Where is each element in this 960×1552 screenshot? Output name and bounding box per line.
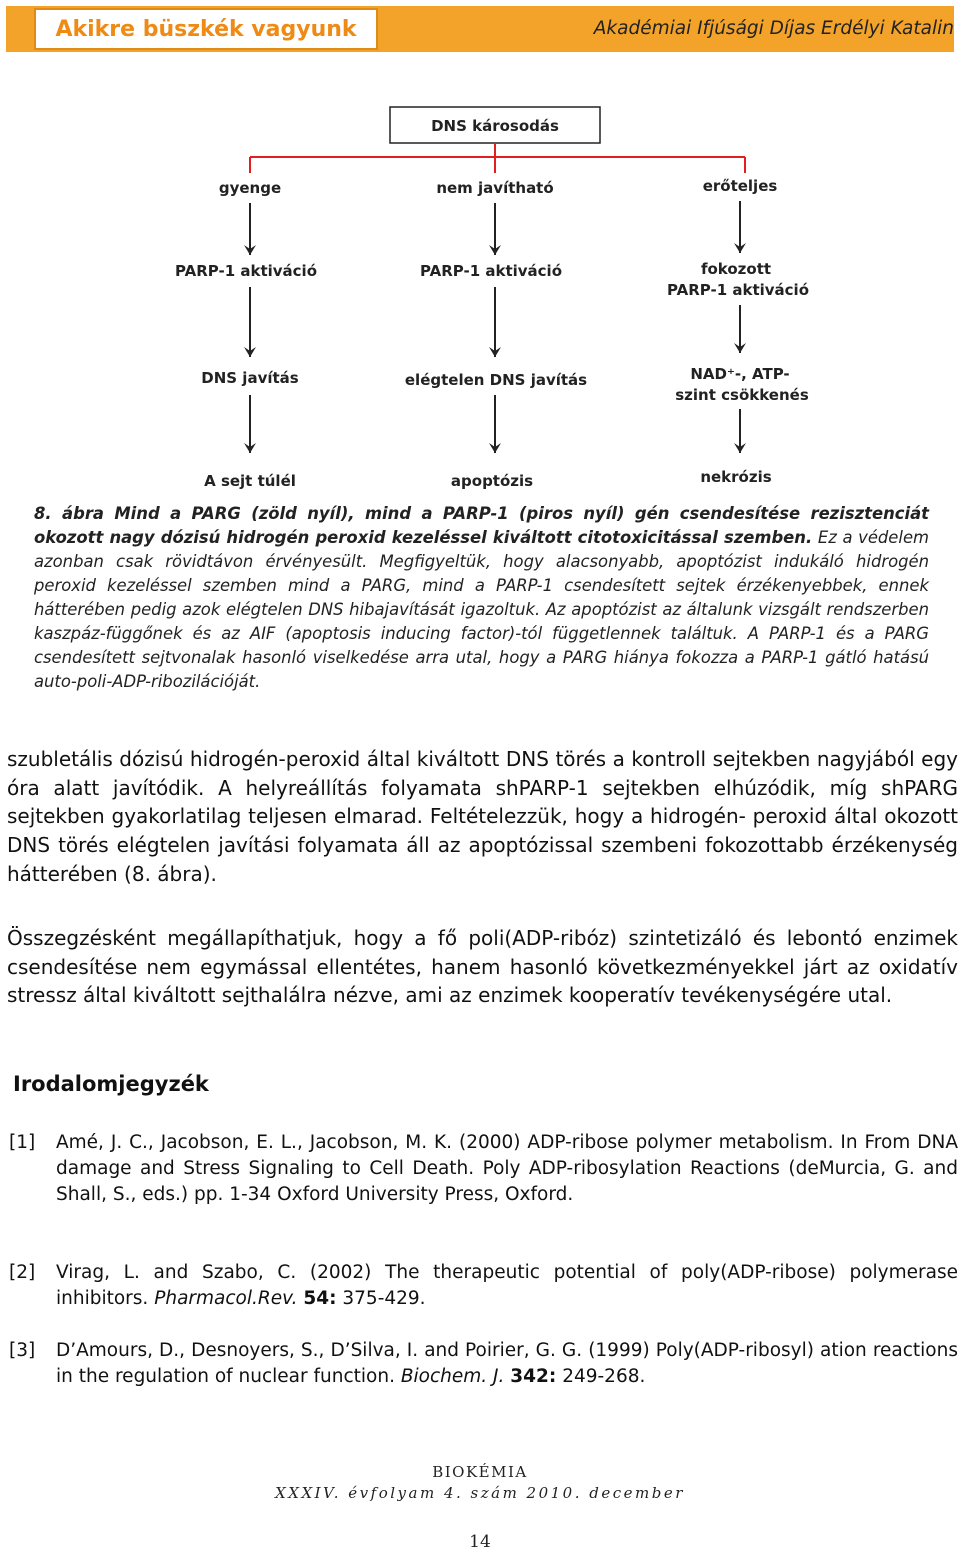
body-paragraph-2: Összegzésként megállapíthatjuk, hogy a fő poli(ADP-ribóz) szintetizáló és lebontó enzimek csendesítése nem egymással ellentétes, hanem hasonló következményekkel járt az oxidatív stressz által kiváltott sejthalálra nézve, ami az enzimek kooperatív tevékenységére utal. — [7, 926, 958, 1008]
reference-journal: Biochem. J. — [400, 1366, 505, 1387]
label-szint-csokkenes: szint csökkenés — [675, 386, 809, 404]
label-dns-javitas: DNS javítás — [201, 369, 299, 387]
reference-number: [2] — [9, 1262, 36, 1283]
figure-8-diagram — [0, 95, 960, 500]
caption-text-2: Az apoptózist az általunk vizsgált rendszerben kaszpáz-függőnek és az AIF (apoptosis inducing factor)-tól függetlennek találtuk. — [34, 600, 929, 643]
reference-number: [1] — [9, 1132, 36, 1153]
figure-caption — [34, 502, 929, 694]
label-gyenge: gyenge — [218, 179, 282, 197]
reference-authors-title: Virag, L. and Szabo, C. (2002) The therapeutic potential of poly(ADP-ribose) polymerase inhibitors. — [56, 1262, 958, 1309]
reference-journal: Pharmacol.Rev. — [154, 1288, 298, 1309]
label-sejt-tulel: A sejt túlél — [204, 472, 296, 490]
body-paragraph-1: szubletális dózisú hidrogén-peroxid által kiváltott DNS törés a kontroll sejtekben nagyjából egy óra alatt javítódik. A helyreállítás folyamata shPARP-1 sejtekben elhúzódik, míg shPARG sejtekben gyakorlatilag teljesen elmarad. Feltételezzük, hogy a hidrogén- peroxid által okozott DNS törés elégtelen javítási folyamata áll az apoptózissal szembeni fokozottabb érzékenység hátterében (8. ábra). — [7, 747, 958, 886]
label-nad-atp: NAD⁺-, ATP- — [690, 365, 790, 383]
section-title-box — [34, 8, 378, 50]
label-nekrozis: nekrózis — [700, 468, 772, 486]
reference-text: Amé, J. C., Jacobson, E. L., Jacobson, M. K. (2000) ADP-ribose polymer metabolism. In From DNA damage and Stress Signaling to Cell Death. Poly ADP-ribosylation Reactions (deMurcia, G. and Shall, S., eds.) pp. 1-34 Oxford University Press, Oxford. — [56, 1132, 958, 1205]
label-apoptozis: apoptózis — [450, 472, 534, 490]
caption-bold: 8. ábra Mind a PARG (zöld nyíl), mind a PARP-1 (piros nyíl) gén csendesítése rezisztenciát okozott nagy dózisú hidrogén peroxid kezeléssel kiváltott citotoxicitással szemben. — [34, 504, 929, 547]
reference-volume: 342: — [510, 1366, 557, 1387]
page-number: 14 — [469, 1532, 491, 1552]
diagram-svg — [0, 95, 960, 500]
label-eroteljes: erőteljes — [702, 177, 778, 195]
label-parp1-aktivacio-2: PARP-1 aktiváció — [419, 262, 563, 280]
reference-number: [3] — [9, 1340, 36, 1361]
reference-volume: 54: — [303, 1288, 337, 1309]
label-fokozott: fokozott — [700, 260, 772, 278]
label-elegtelen-dns-javitas: elégtelen DNS javítás — [404, 371, 588, 389]
section-title: Akikre büszkék vagyunk — [55, 16, 357, 42]
label-parp1-aktivacio-1: PARP-1 aktiváció — [174, 262, 318, 280]
caption-text-3: A PARP-1 és a PARG csendesített sejtvonalak hasonló viselkedése arra utal, hogy a PARG hiánya fokozza a PARP-1 gátló hatású auto-poli-ADP-ribozilációját. — [34, 624, 929, 691]
label-dns-karosodas: DNS károsodás — [431, 117, 559, 135]
caption-text-1: Ez a védelem azonban csak rövidtávon érvényesült. Megfigyeltük, hogy alacsonyabb, apoptózist indukáló hidrogén peroxid kezeléssel szemben mind a PARG, mind a PARP-1 csendesített sejtek érzékenyebbek, ennek hátterében pedig azok elégtelen DNS hibajavítását igazoltuk. — [34, 528, 929, 619]
running-header-title: Akadémiai Ifjúsági Díjas Erdélyi Katalin — [593, 18, 954, 39]
footer-issue: XXXIV. évfolyam 4. szám 2010. december — [275, 1484, 685, 1502]
reference-authors-title: D’Amours, D., Desnoyers, S., D’Silva, I. and Poirier, G. G. (1999) Poly(ADP-ribosyl) ation reactions in the regulation of nuclear function. — [56, 1340, 958, 1387]
label-parp1-aktivacio-3: PARP-1 aktiváció — [666, 281, 810, 299]
reference-text — [56, 1260, 958, 1312]
reference-text — [56, 1338, 958, 1390]
footer-journal: BIOKÉMIA — [432, 1463, 528, 1481]
reference-pages: 249-268. — [556, 1366, 646, 1387]
reference-pages: 375-429. — [336, 1288, 426, 1309]
references-heading: Irodalomjegyzék — [13, 1072, 209, 1096]
label-nem-javithato: nem javítható — [436, 179, 554, 197]
